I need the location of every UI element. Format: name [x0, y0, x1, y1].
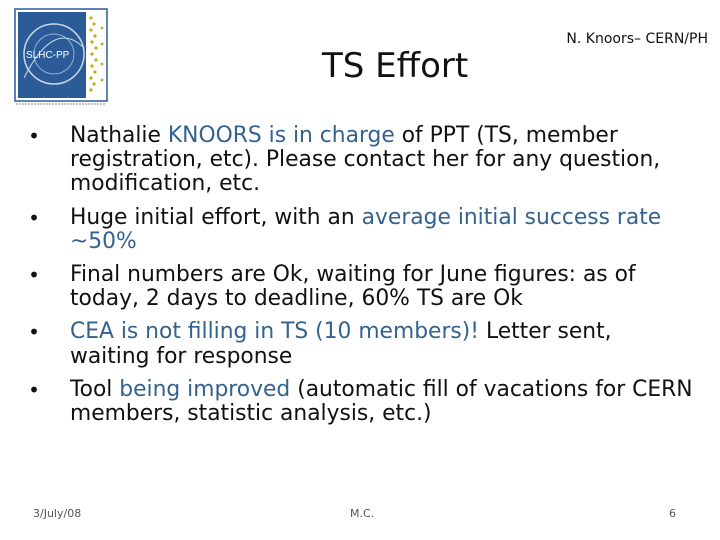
bullet-item — [26, 320, 696, 368]
bullet-highlight-segment: CEA is not filling in TS (10 members)! — [70, 319, 480, 345]
bullet-dot-icon: • — [28, 320, 40, 345]
footer-date: 3/July/08 — [33, 507, 82, 520]
bullet-dot-icon: • — [28, 263, 40, 288]
slhc-pp-logo — [14, 8, 110, 106]
bullet-text-segment: of PPT (TS, member registration, etc). Please contact her for any question, modification, etc. — [70, 123, 661, 197]
bullet-text-segment: Nathalie — [70, 123, 168, 148]
footer-center-label: M.C. — [350, 507, 375, 520]
bullet-text-segment: Huge initial effort, with an — [70, 204, 362, 230]
bullet-highlight-segment: being improved — [119, 376, 291, 402]
bullet-item — [26, 263, 696, 311]
bullet-item — [26, 124, 696, 197]
slhc-pp-logo-graphic — [14, 8, 110, 106]
bullet-dot-icon: • — [28, 124, 40, 148]
bullet-highlight-segment: average initial success rate ~50% — [70, 204, 662, 254]
slide-title: TS Effort — [322, 46, 469, 86]
bullet-dot-icon: • — [28, 205, 40, 230]
bullet-dot-icon: • — [28, 377, 40, 402]
bullet-text-segment: Final numbers are Ok, waiting for June figures: as of today, 2 days to deadline, 60% TS are Ok — [70, 262, 636, 312]
author-label: N. Knoors– CERN/PH — [566, 31, 708, 47]
bullet-text-segment: Letter sent, waiting for response — [70, 319, 612, 369]
bullet-item — [26, 206, 696, 254]
bullet-text-segment: (automatic fill of vacations for CERN members, statistic analysis, etc.) — [70, 376, 693, 427]
page-number: 6 — [669, 507, 676, 520]
bullet-item — [26, 378, 696, 426]
bullet-highlight-segment: KNOORS is in charge — [167, 123, 395, 148]
logo-label: SLHC-PP — [26, 50, 70, 61]
bullet-list — [26, 124, 696, 435]
bullet-text-segment: Tool — [70, 376, 120, 402]
